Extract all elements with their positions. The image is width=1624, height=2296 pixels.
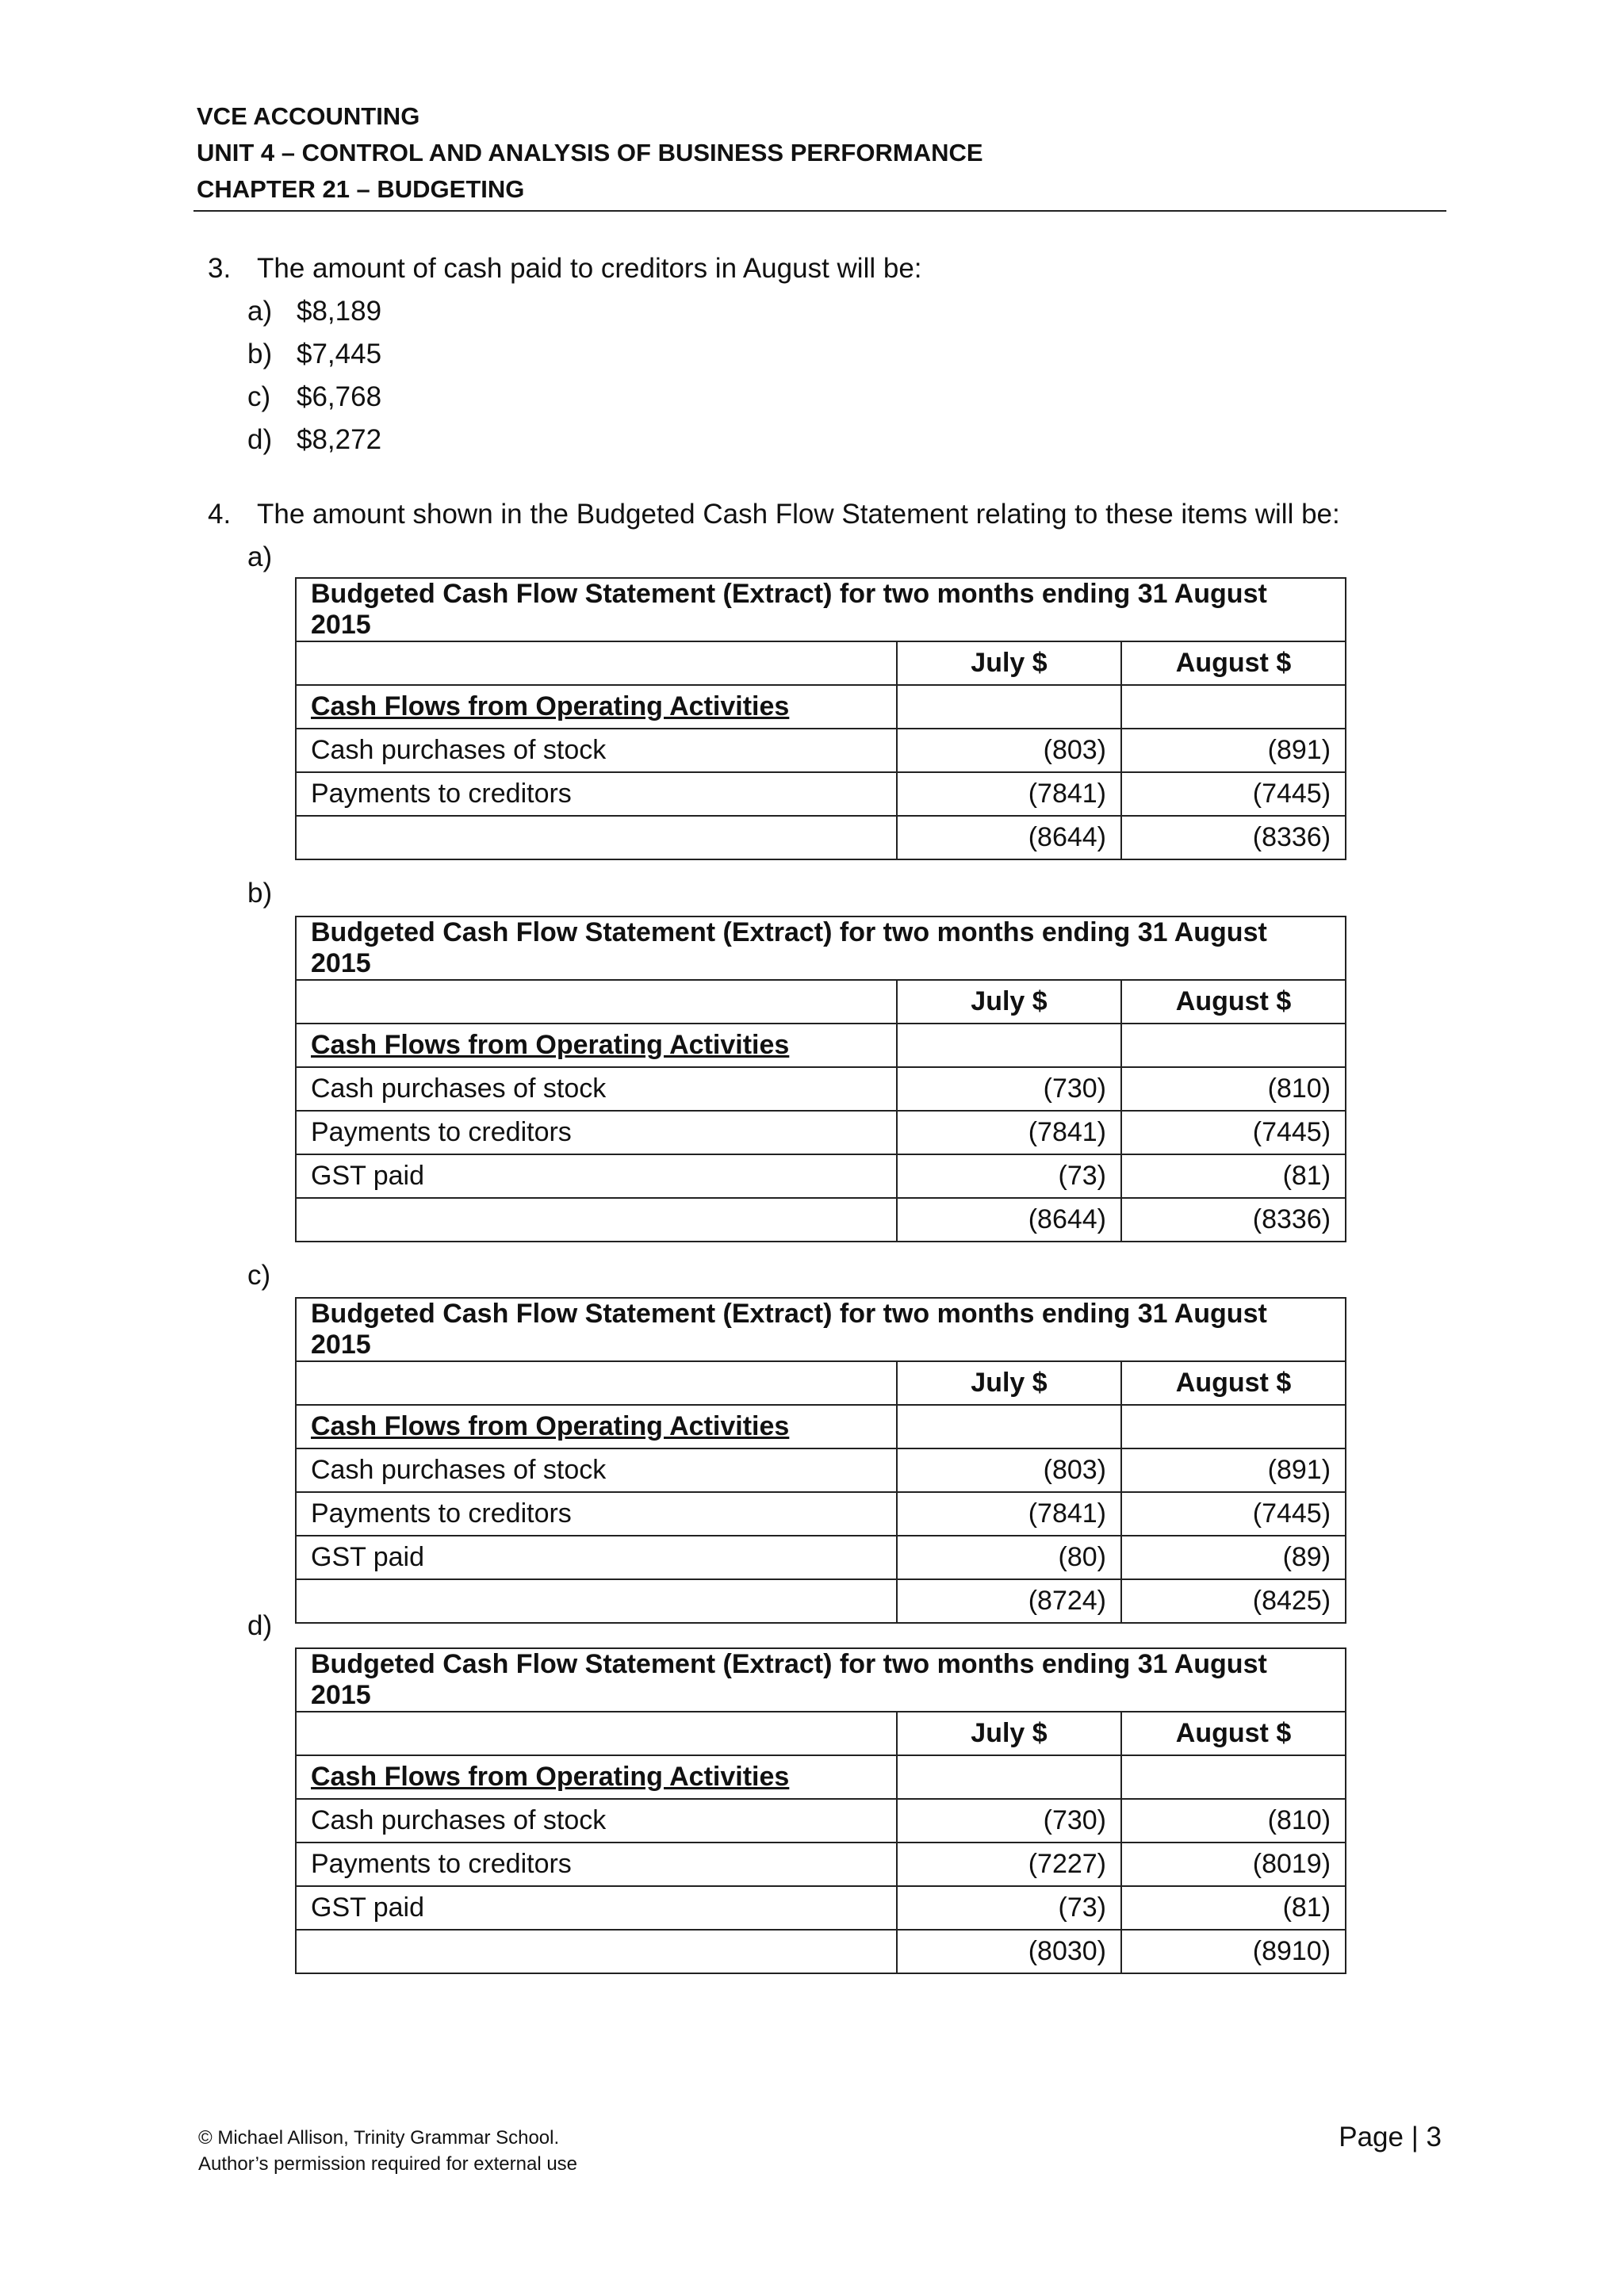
row-label: Cash purchases of stock (296, 1067, 897, 1111)
july-value: (803) (897, 1448, 1121, 1492)
question-number: 4. (208, 499, 232, 530)
july-value: (730) (897, 1067, 1121, 1111)
cash-flow-table-d (295, 1647, 1346, 1974)
cash-flow-table-a (295, 577, 1346, 860)
august-value: (7445) (1121, 772, 1346, 816)
july-value: (80) (897, 1536, 1121, 1579)
q3-option-d (247, 419, 381, 461)
table-header-blank (296, 1361, 897, 1405)
table-cell (1121, 1405, 1346, 1448)
total-row (296, 1198, 1346, 1242)
august-total: (8336) (1121, 1198, 1346, 1242)
table-row (296, 1886, 1346, 1930)
table-row (296, 1448, 1346, 1492)
option-letter: d) (247, 424, 273, 455)
option-text: $8,189 (297, 296, 382, 327)
q4-option-d-letter: d) (247, 1610, 273, 1641)
option-letter: c) (247, 381, 271, 412)
column-header-july: July $ (897, 980, 1121, 1024)
august-value: (7445) (1121, 1111, 1346, 1154)
page-footer (198, 2125, 577, 2177)
table-cell (897, 685, 1121, 729)
header-subject: VCE ACCOUNTING (197, 102, 420, 130)
question-number: 3. (208, 253, 232, 284)
table-title: Budgeted Cash Flow Statement (Extract) for two months ending 31 August 2015 (296, 1648, 1346, 1712)
july-total: (8030) (897, 1930, 1121, 1973)
table-cell (1121, 1024, 1346, 1067)
august-value: (891) (1121, 729, 1346, 772)
july-value: (730) (897, 1799, 1121, 1843)
copyright-notice: © Michael Allison, Trinity Grammar School. (198, 2127, 560, 2149)
option-text: $6,768 (297, 381, 382, 412)
table-title: Budgeted Cash Flow Statement (Extract) for two months ending 31 August 2015 (296, 1298, 1346, 1361)
row-label: Cash purchases of stock (296, 729, 897, 772)
july-value: (7841) (897, 1492, 1121, 1536)
column-header-july: July $ (897, 1361, 1121, 1405)
section-heading: Cash Flows from Operating Activities (296, 1405, 897, 1448)
august-value: (891) (1121, 1448, 1346, 1492)
question-4 (208, 493, 1340, 536)
august-value: (810) (1121, 1799, 1346, 1843)
page-header (197, 98, 1446, 208)
august-value: (81) (1121, 1154, 1346, 1198)
header-unit: UNIT 4 – CONTROL AND ANALYSIS OF BUSINESS PERFORMANCE (197, 139, 983, 166)
table-header-blank (296, 1712, 897, 1755)
total-label (296, 1579, 897, 1623)
august-value: (8019) (1121, 1843, 1346, 1886)
table-row (296, 1492, 1346, 1536)
row-label: Payments to creditors (296, 772, 897, 816)
table-row (296, 1799, 1346, 1843)
table-row (296, 772, 1346, 816)
column-header-july: July $ (897, 1712, 1121, 1755)
table-row (296, 1111, 1346, 1154)
q4-option-c-letter: c) (247, 1260, 271, 1291)
section-heading: Cash Flows from Operating Activities (296, 1024, 897, 1067)
table-row (296, 1536, 1346, 1579)
table-header-blank (296, 641, 897, 685)
question-3 (208, 247, 922, 290)
total-row (296, 1579, 1346, 1623)
table-cell (1121, 1755, 1346, 1799)
q4-option-b-letter: b) (247, 878, 273, 909)
table-cell (1121, 685, 1346, 729)
section-heading: Cash Flows from Operating Activities (296, 1755, 897, 1799)
total-label (296, 1930, 897, 1973)
column-header-august: August $ (1121, 641, 1346, 685)
july-total: (8644) (897, 816, 1121, 859)
row-label: Payments to creditors (296, 1111, 897, 1154)
row-label: Payments to creditors (296, 1843, 897, 1886)
table-row (296, 729, 1346, 772)
section-heading: Cash Flows from Operating Activities (296, 685, 897, 729)
august-value: (810) (1121, 1067, 1346, 1111)
column-header-august: August $ (1121, 1361, 1346, 1405)
row-label: GST paid (296, 1154, 897, 1198)
cash-flow-table-c (295, 1297, 1346, 1624)
row-label: GST paid (296, 1886, 897, 1930)
table-cell (897, 1024, 1121, 1067)
row-label: GST paid (296, 1536, 897, 1579)
table-row (296, 1067, 1346, 1111)
page-number: Page | 3 (1339, 2122, 1442, 2152)
august-value: (7445) (1121, 1492, 1346, 1536)
column-header-august: August $ (1121, 1712, 1346, 1755)
table-row (296, 1843, 1346, 1886)
july-total: (8724) (897, 1579, 1121, 1623)
header-chapter: CHAPTER 21 – BUDGETING (197, 175, 525, 203)
total-row (296, 816, 1346, 859)
table-cell (897, 1755, 1121, 1799)
july-value: (7227) (897, 1843, 1121, 1886)
permission-notice: Author’s permission required for external use (198, 2153, 578, 2175)
question-text: The amount shown in the Budgeted Cash Flow Statement relating to these items will be: (257, 499, 1340, 530)
table-cell (897, 1405, 1121, 1448)
cash-flow-table-b (295, 916, 1346, 1242)
total-row (296, 1930, 1346, 1973)
table-row (296, 1154, 1346, 1198)
row-label: Payments to creditors (296, 1492, 897, 1536)
question-text: The amount of cash paid to creditors in August will be: (257, 253, 922, 284)
august-total: (8910) (1121, 1930, 1346, 1973)
total-label (296, 1198, 897, 1242)
option-text: $8,272 (297, 424, 382, 455)
column-header-august: August $ (1121, 980, 1346, 1024)
august-value: (89) (1121, 1536, 1346, 1579)
total-label (296, 816, 897, 859)
july-value: (803) (897, 729, 1121, 772)
table-title: Budgeted Cash Flow Statement (Extract) for two months ending 31 August 2015 (296, 578, 1346, 641)
july-total: (8644) (897, 1198, 1121, 1242)
q3-option-b (247, 333, 381, 376)
q3-option-c (247, 376, 381, 419)
july-value: (7841) (897, 1111, 1121, 1154)
column-header-july: July $ (897, 641, 1121, 685)
option-letter: a) (247, 296, 273, 327)
table-title: Budgeted Cash Flow Statement (Extract) for two months ending 31 August 2015 (296, 916, 1346, 980)
row-label: Cash purchases of stock (296, 1799, 897, 1843)
july-value: (7841) (897, 772, 1121, 816)
august-total: (8336) (1121, 816, 1346, 859)
table-header-blank (296, 980, 897, 1024)
option-letter: b) (247, 339, 273, 369)
august-total: (8425) (1121, 1579, 1346, 1623)
row-label: Cash purchases of stock (296, 1448, 897, 1492)
august-value: (81) (1121, 1886, 1346, 1930)
july-value: (73) (897, 1154, 1121, 1198)
july-value: (73) (897, 1886, 1121, 1930)
header-divider (193, 210, 1446, 212)
option-text: $7,445 (297, 339, 382, 369)
q4-option-a-letter: a) (247, 541, 273, 572)
q3-option-a (247, 290, 381, 333)
